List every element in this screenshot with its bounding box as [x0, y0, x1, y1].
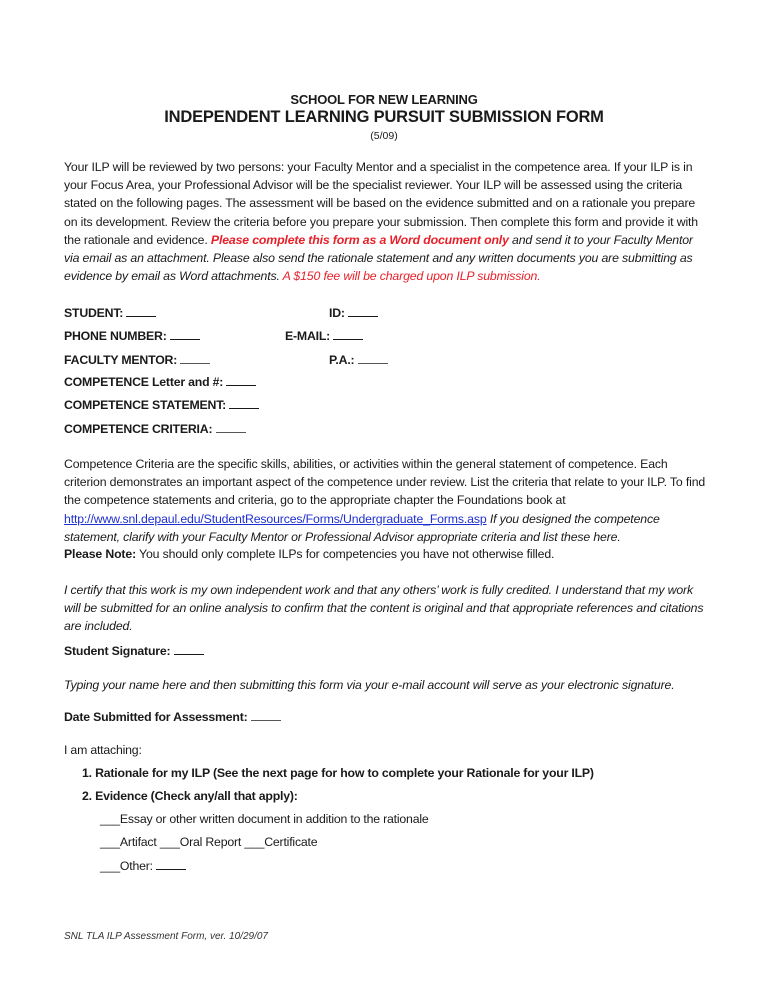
essay-checkbox-blank[interactable]: ___ [100, 812, 120, 826]
word-document-warning: Please complete this form as a Word document only [210, 232, 509, 247]
foundations-link[interactable]: http://www.snl.depaul.edu/StudentResources/Forms/Undergraduate_Forms.asp [64, 511, 487, 526]
please-note-label: Please Note: [64, 547, 137, 561]
pa-field [329, 352, 388, 367]
form-version-date: (5/09) [370, 130, 398, 142]
attach-item-evidence: 2. Evidence (Check any/all that apply): [82, 789, 298, 803]
essay-label: Essay or other written document in addition to the rationale [119, 812, 429, 826]
date-submitted-label: Date Submitted for Assessment: [64, 710, 248, 724]
certificate-checkbox-blank[interactable]: ___ [244, 835, 265, 849]
pa-label: P.A.: [329, 353, 355, 367]
email-field [285, 328, 363, 343]
student-field [64, 305, 156, 320]
criteria-info-text: Competence Criteria are the specific skills, abilities, or activities within the general statement of competence. Each criterion demonstrates an important aspect of the competence under review. List the criteria that relate to your ILP. To find the competence statements and criteria, go to the appropriate chapter the Foundations book at [64, 457, 706, 508]
competence-letter-label: COMPETENCE Letter and #: [64, 375, 224, 389]
please-note [64, 545, 706, 563]
attach-item-rationale: 1. Rationale for my ILP (See the next page for how to complete your Rationale for your ILP) [82, 766, 594, 780]
email-label: E-MAIL: [285, 329, 331, 343]
competence-statement-label: COMPETENCE STATEMENT: [64, 398, 227, 412]
fee-notice: A $150 fee will be charged upon ILP submission. [282, 269, 541, 284]
email-input[interactable] [333, 328, 363, 340]
competence-criteria-input[interactable] [216, 421, 246, 433]
other-checkbox-blank[interactable]: ___ [100, 859, 120, 873]
signature-field [64, 643, 204, 658]
other-input[interactable] [156, 858, 186, 870]
please-note-text: You should only complete ILPs for competencies you have not otherwise filled. [136, 547, 555, 561]
evidence-option-other [100, 858, 186, 873]
competence-statement-input[interactable] [229, 397, 259, 409]
date-submitted-field [64, 709, 281, 724]
oral-report-label: Oral Report [179, 835, 245, 849]
oral-report-checkbox-blank[interactable]: ___ [159, 835, 180, 849]
signature-hint: Typing your name here and then submitting this form via your e-mail account will serve as your electronic signature. [64, 678, 675, 692]
signature-input[interactable] [174, 643, 204, 655]
certification-statement: I certify that this work is my own independent work and that any others’ work is fully credited. I understand that my work will be submitted for an online analysis to confirm that the content is original and that appropriate references and citations are included. [64, 583, 704, 634]
id-label: ID: [329, 306, 345, 320]
id-field [329, 305, 378, 320]
artifact-label: Artifact [119, 835, 160, 849]
phone-label: PHONE NUMBER: [64, 329, 167, 343]
competence-criteria-field [64, 421, 246, 436]
date-submitted-input[interactable] [251, 709, 281, 721]
id-input[interactable] [348, 305, 378, 317]
student-label: STUDENT: [64, 306, 124, 320]
footer-version: SNL TLA ILP Assessment Form, ver. 10/29/07 [64, 931, 268, 942]
competence-criteria-label: COMPETENCE CRITERIA: [64, 422, 213, 436]
faculty-mentor-label: FACULTY MENTOR: [64, 353, 178, 367]
evidence-options-row [100, 835, 317, 849]
certificate-label: Certificate [264, 835, 318, 849]
student-input[interactable] [126, 305, 156, 317]
competence-letter-field [64, 374, 256, 389]
intro-paragraph [64, 158, 706, 285]
signature-label: Student Signature: [64, 644, 171, 658]
faculty-mentor-input[interactable] [180, 352, 210, 364]
attaching-label: I am attaching: [64, 743, 142, 757]
evidence-option-essay[interactable] [100, 812, 429, 826]
phone-field [64, 328, 200, 343]
intro-text: Your ILP will be reviewed by two persons: your Faculty Mentor and a specialist in the competence area. If your ILP is in your Focus Area, your Professional Advisor will be the specialist reviewer. Your ILP will be assessed using the criteria stated on the following pages. The assessment will be based on the evidence submitted and on a rationale you prepare on its development. Review the criteria before you prepare your submission. Then complete this form and provide it with the rationale and evidence. [64, 160, 698, 247]
faculty-mentor-field [64, 352, 210, 367]
form-title: INDEPENDENT LEARNING PURSUIT SUBMISSION FORM [164, 108, 604, 126]
other-label: Other: [119, 859, 153, 873]
competence-letter-input[interactable] [226, 374, 256, 386]
school-name: SCHOOL FOR NEW LEARNING [290, 92, 478, 107]
pa-input[interactable] [358, 352, 388, 364]
criteria-info-italic: If you designed the competence statement, clarify with your Faculty Mentor or Professional Advisor appropriate criteria and list these here. [64, 511, 660, 544]
competence-statement-field [64, 397, 259, 412]
phone-input[interactable] [170, 328, 200, 340]
criteria-info-paragraph [64, 455, 706, 546]
intro-instructions: and send it to your Faculty Mentor via email as an attachment. Please also send the rationale statement and any written documents you are submitting as evidence by email as Word attachments. [64, 232, 693, 284]
artifact-checkbox-blank[interactable]: ___ [100, 835, 120, 849]
